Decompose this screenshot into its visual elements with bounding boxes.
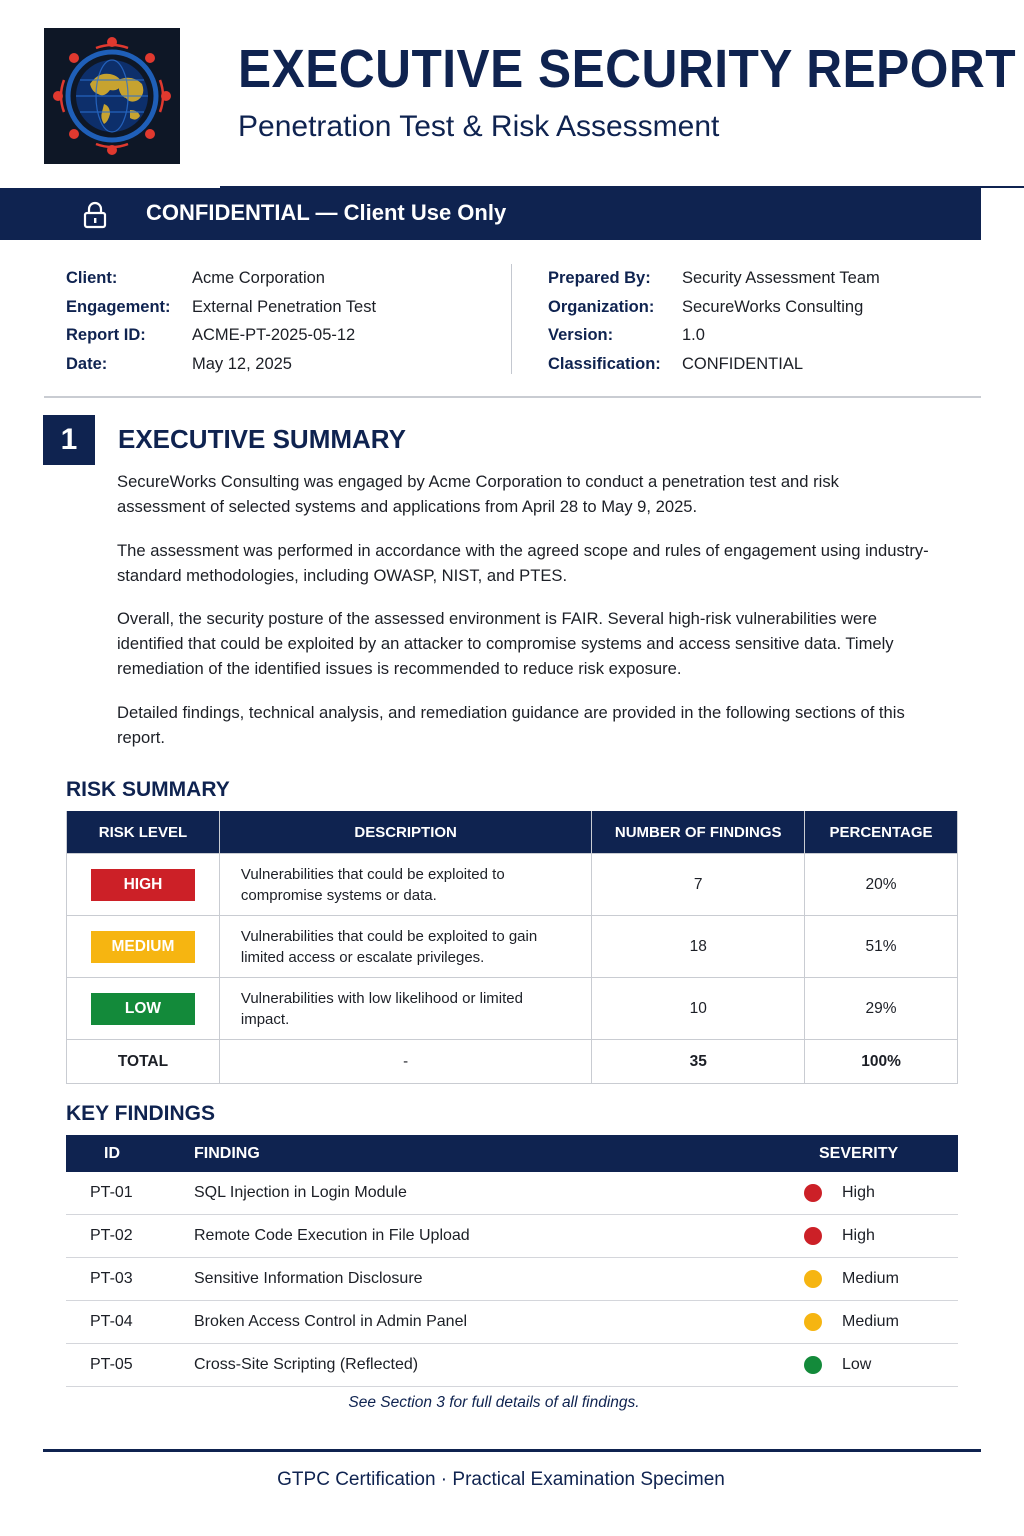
lock-icon xyxy=(82,201,108,229)
meta-row-engagement xyxy=(66,293,376,322)
metadata-right xyxy=(548,264,880,379)
risk-badge-low: LOW xyxy=(91,993,195,1025)
column-header: NUMBER OF FINDINGS xyxy=(592,811,805,854)
meta-value: CONFIDENTIAL xyxy=(682,354,804,373)
findings-note: See Section 3 for full details of all findings. xyxy=(348,1394,640,1411)
footer-text: GTPC Certification · Practical Examination Specimen xyxy=(277,1469,725,1490)
finding-id: PT-02 xyxy=(66,1215,193,1258)
finding-severity: Medium xyxy=(842,1313,899,1331)
column-header: RISK LEVEL xyxy=(67,811,220,854)
report-title: EXECUTIVE SECURITY REPORT xyxy=(238,39,1017,99)
meta-label: Engagement: xyxy=(66,297,171,316)
table-header-row xyxy=(66,1135,958,1172)
column-header: FINDING xyxy=(193,1135,803,1172)
finding-name: SQL Injection in Login Module xyxy=(193,1172,803,1215)
meta-value: Acme Corporation xyxy=(192,268,325,287)
meta-row-version xyxy=(548,321,880,350)
meta-row-organization xyxy=(548,293,880,322)
section-number: 1 xyxy=(43,415,95,465)
finding-severity: Low xyxy=(842,1356,872,1374)
total-label: TOTAL xyxy=(67,1040,220,1084)
meta-row-classification xyxy=(548,350,880,379)
table-row xyxy=(66,1258,958,1301)
table-row xyxy=(67,854,958,916)
finding-severity: High xyxy=(842,1184,875,1202)
finding-id: PT-01 xyxy=(66,1172,193,1215)
meta-value: 1.0 xyxy=(682,326,705,345)
severity-dot-icon xyxy=(804,1270,822,1288)
meta-row-client xyxy=(66,264,376,293)
findings-percentage: 20% xyxy=(805,854,958,916)
column-header: ID xyxy=(66,1135,193,1172)
report-subtitle: Penetration Test & Risk Assessment xyxy=(238,110,720,143)
meta-label: Client: xyxy=(66,268,118,287)
finding-severity: High xyxy=(842,1227,875,1245)
finding-id: PT-03 xyxy=(66,1258,193,1301)
key-findings-table xyxy=(66,1135,958,1387)
meta-value: SecureWorks Consulting xyxy=(682,297,864,316)
section-title: EXECUTIVE SUMMARY xyxy=(118,424,406,454)
risk-badge-medium: MEDIUM xyxy=(91,931,195,963)
column-header: PERCENTAGE xyxy=(805,811,958,854)
finding-name: Sensitive Information Disclosure xyxy=(193,1258,803,1301)
table-row xyxy=(66,1172,958,1215)
total-count: 35 xyxy=(592,1040,805,1084)
finding-severity: Medium xyxy=(842,1270,899,1288)
metadata-left xyxy=(66,264,376,379)
summary-paragraph: Detailed findings, technical analysis, and remediation guidance are provided in the following sections of this report. xyxy=(117,703,905,747)
meta-row-prepared-by xyxy=(548,264,880,293)
meta-label: Date: xyxy=(66,354,108,373)
table-row xyxy=(66,1215,958,1258)
meta-label: Organization: xyxy=(548,297,655,316)
findings-percentage: 51% xyxy=(805,916,958,978)
risk-description: Vulnerabilities that could be exploited to gain limited access or escalate privileges. xyxy=(219,916,591,978)
summary-paragraph: SecureWorks Consulting was engaged by Acme Corporation to conduct a penetration test and risk assessment of selected systems and applications from April 28 to May 9, 2025. xyxy=(117,472,839,516)
meta-value: Security Assessment Team xyxy=(682,268,880,287)
meta-value: ACME-PT-2025-05-12 xyxy=(192,326,356,345)
table-header-row xyxy=(67,811,958,854)
table-total-row xyxy=(67,1040,958,1084)
findings-count: 18 xyxy=(592,916,805,978)
summary-paragraph: Overall, the security posture of the assessed environment is FAIR. Several high-risk vulnerabilities were identified that could be exploited by an attacker to compromise systems and access sensitive data. Timely remediation of the identified issues is recommended to reduce risk exposure. xyxy=(117,609,894,678)
meta-row-report-id xyxy=(66,321,376,350)
severity-dot-icon xyxy=(804,1184,822,1202)
meta-value: May 12, 2025 xyxy=(192,354,292,373)
severity-dot-icon xyxy=(804,1356,822,1374)
total-description: - xyxy=(219,1040,591,1084)
meta-value: External Penetration Test xyxy=(192,297,377,316)
findings-count: 10 xyxy=(592,978,805,1040)
risk-description: Vulnerabilities that could be exploited to compromise systems or data. xyxy=(219,854,591,916)
risk-summary-heading: RISK SUMMARY xyxy=(66,778,230,801)
finding-name: Cross-Site Scripting (Reflected) xyxy=(193,1344,803,1387)
globe-shield-logo-icon xyxy=(44,28,180,164)
risk-summary-table xyxy=(66,811,958,1084)
risk-badge-high: HIGH xyxy=(91,869,195,901)
meta-label: Report ID: xyxy=(66,326,146,345)
metadata-divider xyxy=(511,264,512,374)
meta-label: Prepared By: xyxy=(548,268,651,287)
findings-count: 7 xyxy=(592,854,805,916)
meta-label: Version: xyxy=(548,326,614,345)
risk-description: Vulnerabilities with low likelihood or limited impact. xyxy=(219,978,591,1040)
column-header: SEVERITY xyxy=(803,1135,958,1172)
confidential-banner xyxy=(0,188,981,240)
table-row xyxy=(66,1344,958,1387)
finding-name: Remote Code Execution in File Upload xyxy=(193,1215,803,1258)
severity-dot-icon xyxy=(804,1227,822,1245)
meta-label: Classification: xyxy=(548,354,661,373)
severity-dot-icon xyxy=(804,1313,822,1331)
table-row xyxy=(67,916,958,978)
key-findings-heading: KEY FINDINGS xyxy=(66,1102,215,1125)
confidential-text: CONFIDENTIAL — Client Use Only xyxy=(146,200,507,225)
meta-row-date xyxy=(66,350,376,379)
total-percentage: 100% xyxy=(805,1040,958,1084)
finding-name: Broken Access Control in Admin Panel xyxy=(193,1301,803,1344)
finding-id: PT-05 xyxy=(66,1344,193,1387)
summary-paragraph: The assessment was performed in accordance with the agreed scope and rules of engagement using industry-standard methodologies, including OWASP, NIST, and PTES. xyxy=(117,541,929,585)
table-row xyxy=(67,978,958,1040)
table-row xyxy=(66,1301,958,1344)
findings-percentage: 29% xyxy=(805,978,958,1040)
footer-rule xyxy=(43,1449,981,1452)
section-divider xyxy=(44,396,981,398)
finding-id: PT-04 xyxy=(66,1301,193,1344)
column-header: DESCRIPTION xyxy=(219,811,591,854)
